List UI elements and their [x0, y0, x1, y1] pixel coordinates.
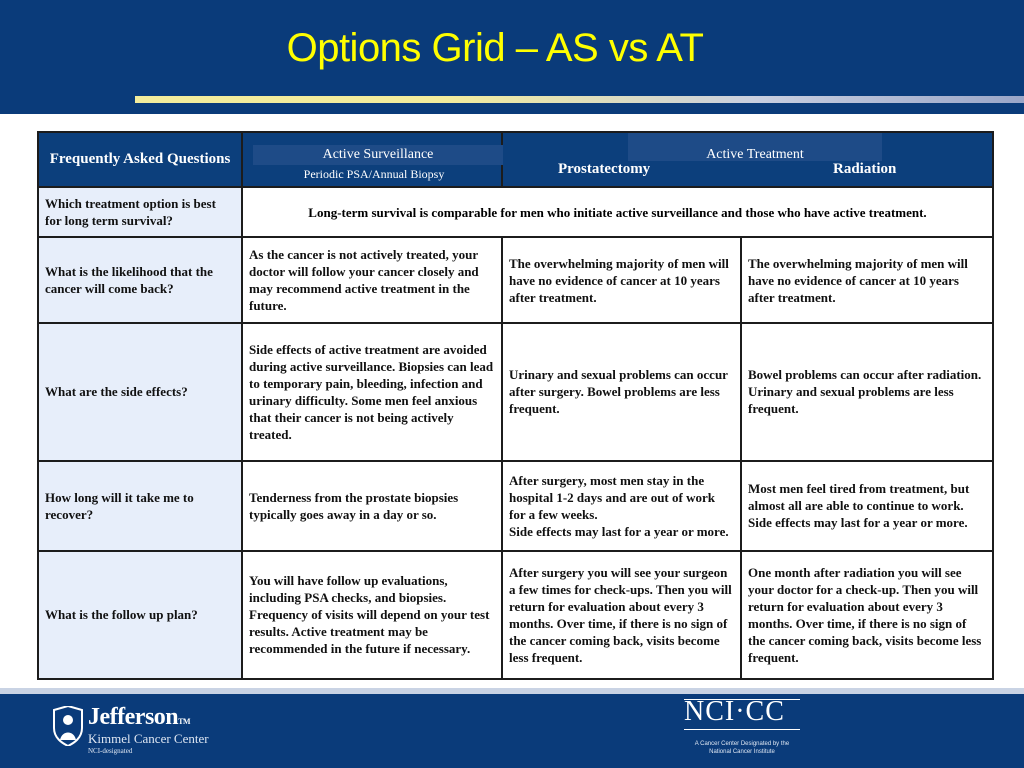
header-active-treatment — [502, 132, 993, 187]
nci-caption: A Cancer Center Designated by the National Cancer Institute — [694, 741, 790, 755]
header-prostatectomy: Prostatectomy — [558, 161, 651, 177]
active-surveillance-subtitle: Periodic PSA/Annual Biopsy — [303, 167, 445, 181]
jefferson-crest-icon — [52, 706, 84, 746]
title-underline — [135, 96, 1024, 103]
active-surveillance-label: Active Surveillance — [253, 145, 503, 165]
jefferson-trademark: TM — [178, 717, 191, 726]
answer-cell-surveillance: As the cancer is not actively treated, your doctor will follow your cancer closely and may recommend active treatment in the future. — [242, 237, 502, 323]
active-treatment-label: Active Treatment — [628, 133, 882, 161]
answer-cell-surveillance: Side effects of active treatment are avoided during active surveillance. Biopsies can lead to temporary pain, bleeding, infection and urinary difficulty. Some men feel anxious that their cancer is not being actively treated. — [242, 323, 502, 460]
slide-title: Options Grid – AS vs AT — [286, 26, 704, 70]
answer-cell-surveillance: You will have follow up evaluations, including PSA checks, and biopsies. Frequency of visits will depend on your test results. Active treatment may be recommended in the future if necessary. — [242, 551, 502, 679]
nci-bottom-rule — [684, 729, 800, 730]
table-header-row — [38, 132, 993, 187]
jefferson-nci-designated: NCI-designated — [88, 747, 133, 755]
jefferson-name: JeffersonTM — [88, 704, 191, 730]
question-cell: How long will it take me to recover? — [38, 461, 242, 551]
answer-cell-radiation: Most men feel tired from treatment, but almost all are able to continue to work. Side effects may last for a year or more. — [741, 461, 993, 551]
table-row — [38, 461, 993, 551]
answer-cell-prostatectomy: Urinary and sexual problems can occur after surgery. Bowel problems are less frequent. — [502, 323, 741, 460]
answer-cell-surveillance: Tenderness from the prostate biopsies typically goes away in a day or so. — [242, 461, 502, 551]
nci-cc-mark: NCI·CC — [684, 696, 785, 727]
jefferson-logo — [52, 706, 242, 758]
answer-cell-radiation: Bowel problems can occur after radiation. Urinary and sexual problems are less frequent. — [741, 323, 993, 460]
answer-cell-radiation: The overwhelming majority of men will have no evidence of cancer at 10 years after treatment. — [741, 237, 993, 323]
jefferson-kimmel-center: Kimmel Cancer Center — [88, 731, 209, 746]
header-active-surveillance — [242, 132, 502, 187]
nci-cc-logo — [684, 698, 804, 764]
answer-cell-prostatectomy: After surgery, most men stay in the hospital 1-2 days and are out of work for a few weeks. Side effects may last for a year or more. — [502, 461, 741, 551]
table-row — [38, 237, 993, 323]
question-cell: Which treatment option is best for long term survival? — [38, 187, 242, 237]
header-faq: Frequently Asked Questions — [38, 132, 242, 187]
question-cell: What is the likelihood that the cancer will come back? — [38, 237, 242, 323]
answer-cell-all: Long-term survival is comparable for men who initiate active surveillance and those who have active treatment. — [242, 187, 993, 237]
question-cell: What are the side effects? — [38, 323, 242, 460]
answer-cell-radiation: One month after radiation you will see your doctor for a check-up. Then you will return for evaluation about every 3 months. Over time, if there is no sign of the cancer coming back, visits become less frequent. — [741, 551, 993, 679]
question-cell: What is the follow up plan? — [38, 551, 242, 679]
options-grid-table — [37, 131, 994, 680]
header-radiation: Radiation — [833, 161, 897, 177]
table-row — [38, 187, 993, 237]
answer-cell-prostatectomy: The overwhelming majority of men will have no evidence of cancer at 10 years after treatment. — [502, 237, 741, 323]
table-row — [38, 551, 993, 679]
table-row — [38, 323, 993, 460]
answer-cell-prostatectomy: After surgery you will see your surgeon a few times for check-ups. Then you will return for evaluation about every 3 months. Over time, if there is no sign of the cancer coming back, visits become less frequent. — [502, 551, 741, 679]
